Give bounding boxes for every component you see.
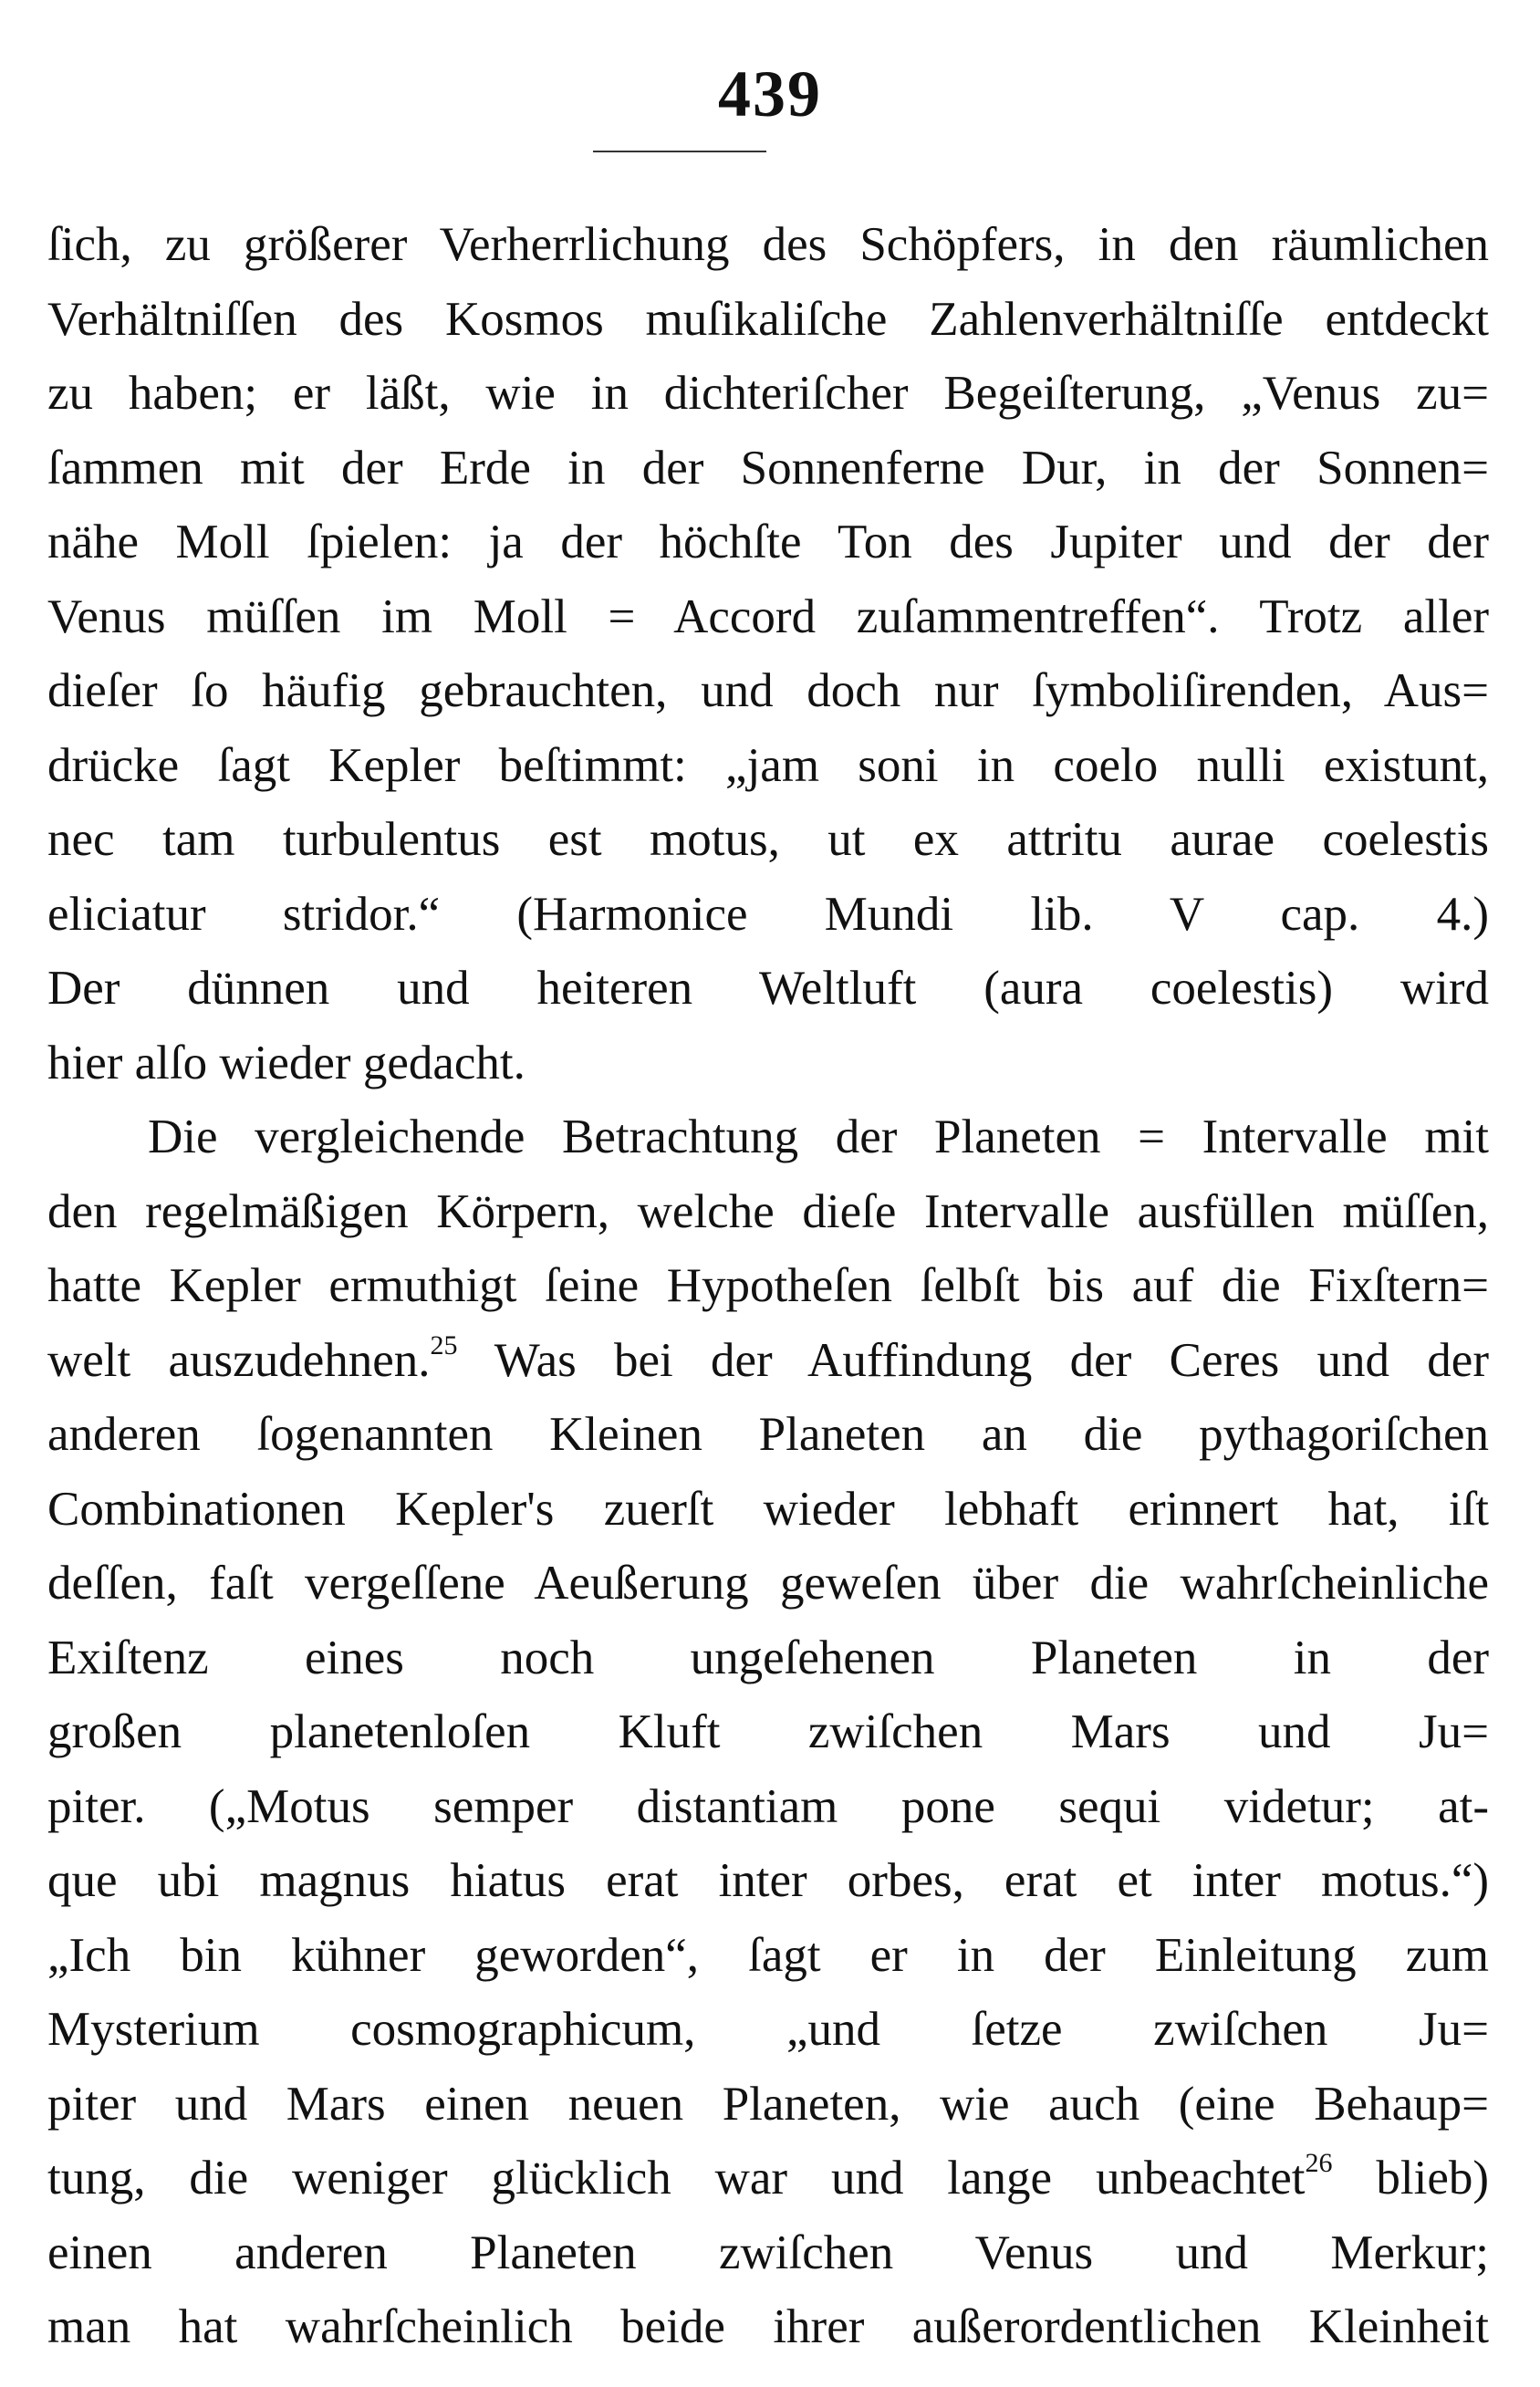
text-line: nec tam turbulentus est motus, ut ex attritu aurae coelestis bbox=[47, 813, 1489, 866]
text-line: que ubi magnus hiatus erat inter orbes, erat et inter motus.“) bbox=[47, 1854, 1489, 1907]
line-text: tung, die weniger glücklich war und lange unbeachtet bbox=[47, 2152, 1306, 2205]
footnote-ref-25: 25 bbox=[430, 1329, 458, 1360]
text-line: anderen ſogenannten Kleinen Planeten an die pythagoriſchen bbox=[47, 1408, 1489, 1461]
text-line: eliciatur stridor.“ (Harmonice Mundi lib. V cap. 4.) bbox=[47, 887, 1489, 941]
text-line: Combinationen Kepler's zuerſt wieder lebhaft erinnert hat, iſt bbox=[47, 1482, 1489, 1536]
line-text-continued: blieb) bbox=[1332, 2152, 1489, 2205]
page-number: 439 bbox=[718, 57, 822, 130]
line-text: welt auszudehnen. bbox=[47, 1333, 431, 1387]
text-line: man hat wahrſcheinlich beide ihrer außerordentlichen Kleinheit bbox=[47, 2300, 1489, 2353]
text-line: großen planetenloſen Kluft zwiſchen Mars und Ju= bbox=[47, 1705, 1489, 1758]
text-line: nähe Moll ſpielen: ja der höchſte Ton des Jupiter und der der bbox=[47, 516, 1489, 568]
text-line-with-footnote bbox=[47, 1324, 1489, 1399]
paragraph-start-line: Die vergleichende Betrachtung der Planeten = Intervalle mit bbox=[148, 1110, 1489, 1163]
text-line: ſich, zu größerer Verherrlichung des Schöpfers, in den räumlichen bbox=[47, 218, 1489, 271]
text-line: dieſer ſo häufig gebrauchten, und doch nur ſymboliſirenden, Aus= bbox=[47, 664, 1489, 717]
text-line: piter und Mars einen neuen Planeten, wie auch (eine Behaup= bbox=[47, 2077, 1489, 2131]
text-line: ſammen mit der Erde in der Sonnenferne Dur, in der Sonnen= bbox=[47, 441, 1489, 495]
text-line-with-footnote bbox=[47, 2142, 1489, 2216]
text-line: deſſen, faſt vergeſſene Aeußerung geweſen über die wahrſcheinliche bbox=[47, 1557, 1489, 1610]
text-line: drücke ſagt Kepler beſtimmt: „jam soni in coelo nulli existunt, bbox=[47, 738, 1489, 792]
text-line: zu haben; er läßt, wie in dichteriſcher Begeiſterung, „Venus zu= bbox=[47, 367, 1489, 420]
text-line: hier alſo wieder gedacht. bbox=[47, 1036, 525, 1089]
text-line: Der dünnen und heiteren Weltluft (aura coelestis) wird bbox=[47, 962, 1489, 1015]
text-line: Exiſtenz eines noch ungeſehenen Planeten in der bbox=[47, 1631, 1489, 1684]
text-line: hatte Kepler ermuthigt ſeine Hypotheſen ſelbſt bis auf die Fixſtern= bbox=[47, 1259, 1489, 1312]
text-line: Venus müſſen im Moll = Accord zuſammentreffen“. Trotz aller bbox=[47, 589, 1489, 643]
text-line: Mysterium cosmographicum, „und ſetze zwiſchen Ju= bbox=[47, 2003, 1489, 2056]
text-line: einen anderen Planeten zwiſchen Venus und Merkur; bbox=[47, 2225, 1489, 2279]
body-text bbox=[47, 208, 1489, 2365]
text-line: Verhältniſſen des Kosmos muſikaliſche Zahlenverhältniſſe entdeckt bbox=[47, 292, 1489, 346]
footnote-ref-26: 26 bbox=[1305, 2148, 1333, 2178]
text-line: „Ich bin kühner geworden“, ſagt er in der Einleitung zum bbox=[47, 1928, 1489, 1982]
text-line: den regelmäßigen Körpern, welche dieſe Intervalle ausfüllen müſſen, bbox=[47, 1184, 1489, 1238]
text-line: piter. („Motus semper distantiam pone sequi videtur; at- bbox=[47, 1779, 1489, 1833]
line-text-continued: Was bei der Auffindung der Ceres und der bbox=[457, 1333, 1489, 1387]
header-rule bbox=[593, 151, 766, 152]
